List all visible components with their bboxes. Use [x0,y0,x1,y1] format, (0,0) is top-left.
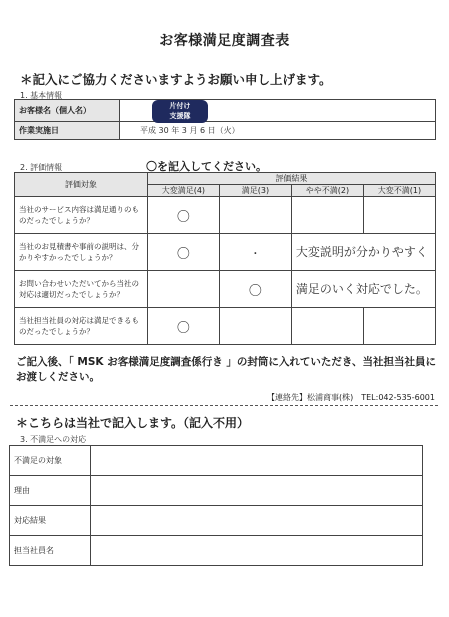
question-cell: 当社担当社員の対応は満足できるものだったでしょうか？ [15,308,148,345]
date-label: 作業実施日 [15,122,120,140]
level-header: 大変満足(4) [147,185,219,197]
rating-cell [219,197,291,234]
company-seal-stamp [152,100,208,123]
response-row-value [91,506,423,536]
submission-note: ご記入後、「 MSK お客様満足度調査係行き 」の封筒に入れていただき、当社担当社員にお渡しください。 [16,356,436,383]
handwritten-comment: 満足のいく対応でした。 [291,271,435,308]
lead-text: ＊記入にご協力くださいますようお願い申し上げます。 [20,72,332,87]
level-header: やや不満(2) [291,185,363,197]
col-result-header: 評価結果 [147,173,435,185]
level-header: 大変不満(1) [363,185,435,197]
response-row-label: 対応結果 [10,506,91,536]
customer-label: お客様名（個人名） [15,100,120,122]
question-cell: お問い合わせいただいてから当社の対応は適切だったでしょうか？ [15,271,148,308]
rating-cell [219,308,291,345]
rating-mark: 〇 [147,234,219,271]
section3-heading: 3. 不満足への対応 [20,435,87,444]
rating-cell: ・ [219,234,291,271]
rating-mark: 〇 [147,308,219,345]
rating-cell [291,308,363,345]
seal-line-2: 支援隊 [169,112,191,120]
question-cell: 当社のサービス内容は満足通りのものだったでしょうか？ [15,197,148,234]
rating-cell [291,197,363,234]
instruction-text: 〇を記入してください。 [146,160,267,173]
rating-cell [363,308,435,345]
response-row-value [91,446,423,476]
rating-mark: 〇 [219,271,291,308]
section3-lead: ＊こちらは当社で記入します。（記入不用） [16,416,250,430]
response-row-label: 担当社員名 [10,536,91,566]
rating-cell [147,271,219,308]
date-value: 平成 30 年 3 月 6 日（火） [120,122,436,140]
basic-info-table [14,99,436,140]
page-title: お客様満足度調査表 [159,33,290,49]
level-header: 満足(3) [219,185,291,197]
response-table [9,445,423,566]
response-row-value [91,476,423,506]
section1-heading: 1. 基本情報 [20,91,63,100]
question-cell: 当社のお見積書や事前の説明は、分かりやすかったでしょうか？ [15,234,148,271]
evaluation-table [14,172,436,345]
col-target-header: 評価対象 [15,173,148,197]
response-row-value [91,536,423,566]
response-row-label: 不満足の対象 [10,446,91,476]
cut-line [10,405,438,406]
contact-info: 【連絡先】松浦商事(株) TEL:042-535-6001 [266,393,435,402]
handwritten-comment: 大変説明が分かりやすく [291,234,435,271]
rating-mark: 〇 [147,197,219,234]
response-row-label: 理由 [10,476,91,506]
seal-line-1: 片付け [169,102,191,110]
section2-heading: 2. 評価情報 [20,163,63,172]
rating-cell [363,197,435,234]
